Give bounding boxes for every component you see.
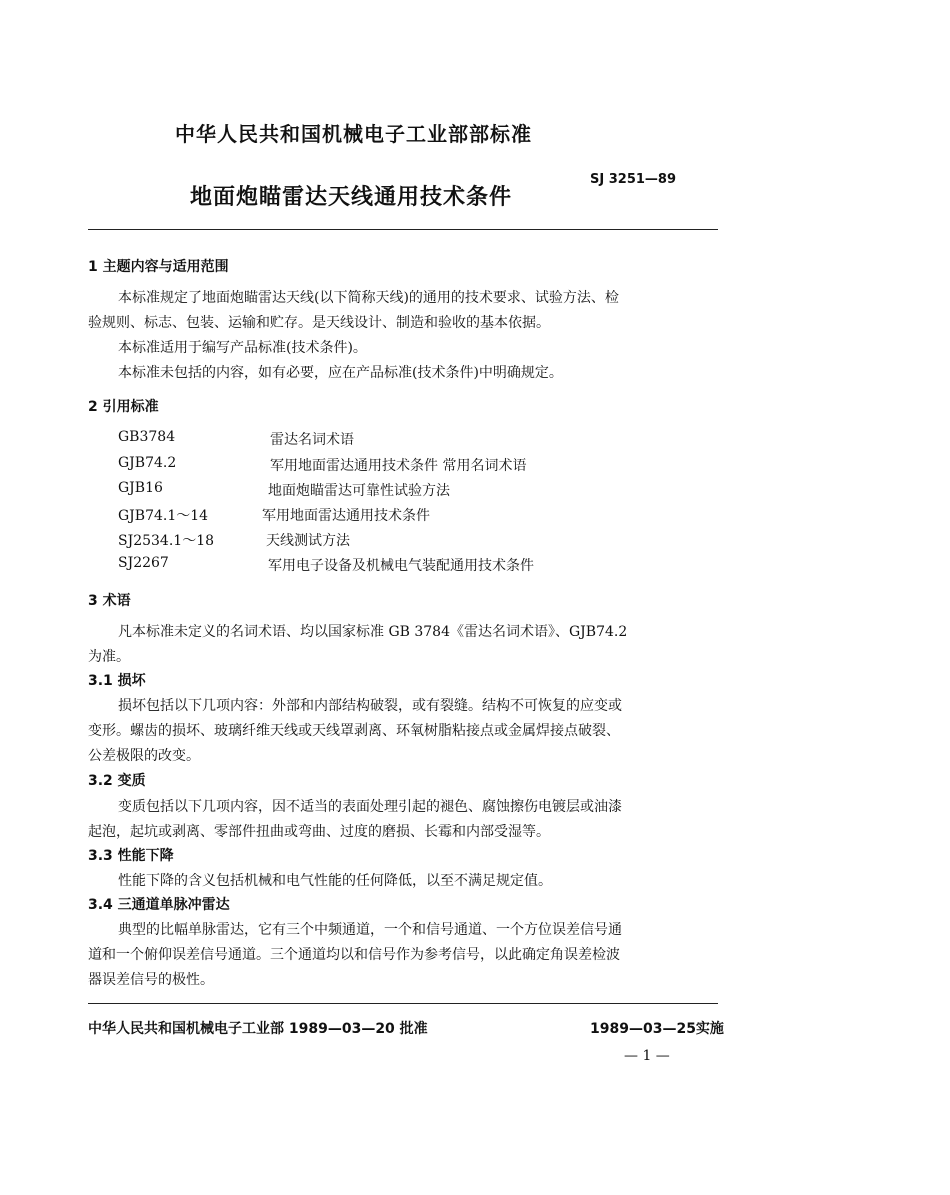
section-3-2-line2: 起泡，起坑或剥离、零部件扭曲或弯曲、过度的磨损、长霉和内部受湿等。 [88,824,550,840]
header-rule [88,229,718,230]
section-1-p1-line2: 验规则、标志、包装、运输和贮存。是天线设计、制造和验收的基本依据。 [88,315,550,331]
ref-code: SJ2534.1～18 [118,533,215,549]
section-1-heading: 1 主题内容与适用范围 [88,259,229,275]
ref-code: GJB74.1～14 [118,508,209,524]
footer-rule [88,1003,718,1004]
ref-title: 天线测试方法 [266,533,350,549]
ref-code: GB3784 [118,429,176,445]
ref-code: GJB16 [118,480,163,496]
ref-code: GJB74.2 [118,455,177,471]
section-3-4-line2: 道和一个俯仰误差信号通道。三个通道均以和信号作为参考信号，以此确定角误差检波 [88,947,620,963]
ref-code: SJ2267 [118,555,169,571]
section-3-3-line1: 性能下降的含义包括机械和电气性能的任何降低，以至不满足规定值。 [118,873,552,889]
section-3-3-heading: 3.3 性能下降 [88,848,174,864]
ref-title: 军用电子设备及机械电气装配通用技术条件 [268,558,534,574]
section-3-4-line3: 器误差信号的极性。 [88,972,214,988]
issuing-organization: 中华人民共和国机械电子工业部部标准 [175,122,532,146]
document-title: 地面炮瞄雷达天线通用技术条件 [190,185,513,210]
page-number: — 1 — [624,1048,670,1064]
section-2-heading: 2 引用标准 [88,399,159,415]
section-3-1-line2: 变形。螺齿的损坏、玻璃纤维天线或天线罩剥离、环氧树脂粘接点或金属焊接点破裂、 [88,723,620,739]
section-3-2-heading: 3.2 变质 [88,773,146,789]
section-3-1-line3: 公差极限的改变。 [88,748,200,764]
section-3-4-line1: 典型的比幅单脉雷达，它有三个中频通道，一个和信号通道、一个方位误差信号通 [118,922,622,938]
effective-date: 1989—03—25实施 [590,1021,724,1037]
ref-title: 地面炮瞄雷达可靠性试验方法 [268,483,450,499]
section-3-p-line1: 凡本标准未定义的名词术语、均以国家标准 GB 3784《雷达名词术语》、GJB74.2 [118,624,628,640]
section-3-heading: 3 术语 [88,593,131,609]
ref-title: 军用地面雷达通用技术条件 [262,508,430,524]
section-3-1-line1: 损坏包括以下几项内容：外部和内部结构破裂，或有裂缝。结构不可恢复的应变或 [118,698,622,714]
section-3-4-heading: 3.4 三通道单脉冲雷达 [88,897,230,913]
section-1-p1-line1: 本标准规定了地面炮瞄雷达天线(以下简称天线)的通用的技术要求、试验方法、检 [118,290,619,306]
section-1-p2: 本标准适用于编写产品标准(技术条件)。 [118,340,367,356]
ref-title: 军用地面雷达通用技术条件 常用名词术语 [270,458,527,474]
standard-code: SJ 3251—89 [590,172,676,187]
approval-line: 中华人民共和国机械电子工业部 1989—03—20 批准 [88,1021,428,1037]
section-3-p-line2: 为准。 [88,649,130,665]
section-1-p3: 本标准未包括的内容，如有必要，应在产品标准(技术条件)中明确规定。 [118,365,563,381]
ref-title: 雷达名词术语 [270,432,354,448]
section-3-2-line1: 变质包括以下几项内容，因不适当的表面处理引起的褪色、腐蚀擦伤电镀层或油漆 [118,799,622,815]
section-3-1-heading: 3.1 损坏 [88,673,146,689]
